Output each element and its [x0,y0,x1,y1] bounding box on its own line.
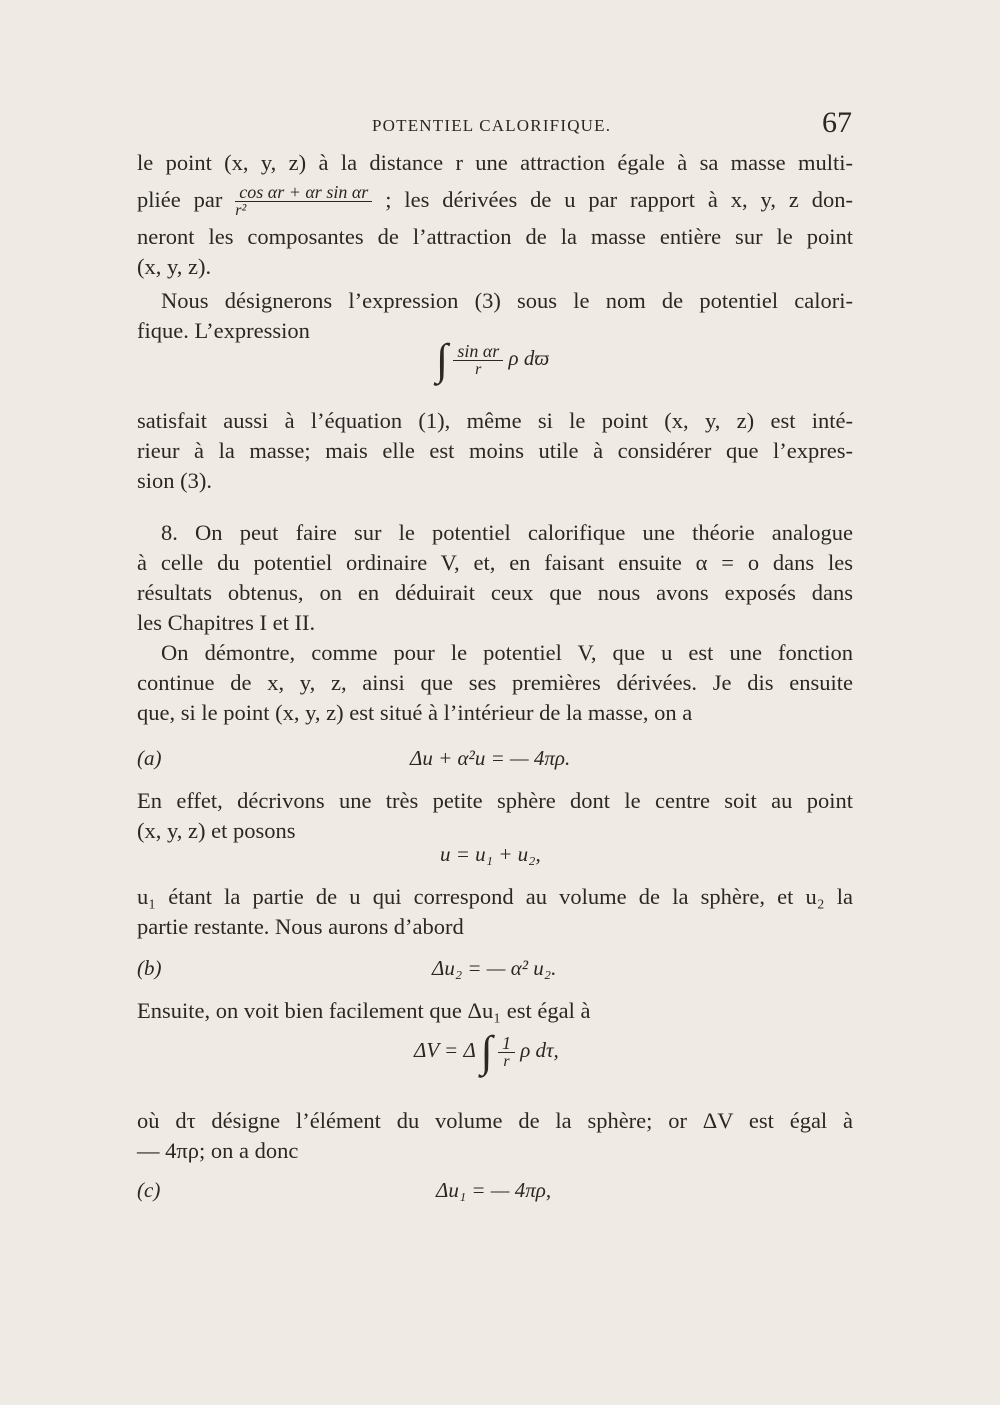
equation-label-c: (c) [137,1178,161,1202]
text-line: sion (3). [137,468,212,493]
fraction-denominator: r [503,1052,510,1070]
fraction-numerator: cos αr + αr sin αr [235,183,372,202]
fraction [498,1034,515,1071]
equation-label-a: (a) [137,746,162,770]
text-line: 8. On peut faire sur le potentiel calorifique une théorie analogue [161,520,853,545]
text-line: satisfait aussi à l’équation (1), même si le point (x, y, z) est inté- [137,408,853,433]
paragraph-4 [137,518,853,638]
paragraph-6 [137,786,853,846]
equation-integral [436,335,550,384]
equation-tail: ρ dτ, [520,1037,559,1062]
fraction-denominator: r [475,360,482,378]
fraction-denominator: r² [235,202,247,220]
fraction [235,183,372,220]
integral-sign: ∫ [480,1027,493,1076]
text-line: Nous désignerons l’expression (3) sous le nom de potentiel calori- [161,288,853,313]
text-line: En effet, décrivons une très petite sphère dont le centre soit au point [137,788,853,813]
paragraph-3 [137,406,853,496]
equation-c: Δu₁ = — 4πρ, [436,1178,552,1202]
text-line: où dτ désigne l’élément du volume de la sphère; or ΔV est égal à [137,1108,853,1133]
text-line: le point (x, y, z) à la distance r une attraction égale à sa masse multi- [137,150,853,175]
text-line: que, si le point (x, y, z) est situé à l’intérieur de la masse, on a [137,700,693,725]
text-line: (x, y, z). [137,254,212,279]
fraction-numerator: sin αr [453,342,503,361]
text-line: fique. L’expression [137,318,310,343]
text-line: u₁ étant la partie de u qui correspond au volume de la sphère, et u₂ la [137,884,853,909]
equation-delta-v [414,1027,559,1076]
paragraph-5 [137,638,853,728]
text-line: On démontre, comme pour le potentiel V, que u est une fonction [161,640,853,665]
paragraph-1 [137,148,853,282]
equation-label-b: (b) [137,956,162,980]
text-line: résultats obtenus, on en déduirait ceux que nous avons exposés dans [137,580,853,605]
text-line: rieur à la masse; mais elle est moins utile à considérer que l’expres- [137,438,853,463]
paragraph-2 [137,286,853,346]
equation-tail: ρ dϖ [508,345,550,370]
text-line [137,178,853,222]
equation-a: Δu + α²u = — 4πρ. [410,746,571,770]
fraction [453,342,503,379]
text-line: Ensuite, on voit bien facilement que Δu₁ est égal à [137,998,591,1023]
equation-head: ΔV = Δ [414,1037,476,1062]
fraction-numerator: 1 [498,1034,515,1053]
text-line: les Chapitres I et II. [137,610,316,635]
text-line: à celle du potentiel ordinaire V, et, en faisant ensuite α = o dans les [137,550,853,575]
paragraph-9 [137,1106,853,1166]
text-line: (x, y, z) et posons [137,818,296,843]
integral-sign: ∫ [436,335,449,384]
paragraph-7 [137,882,853,942]
paragraph-8 [137,996,853,1026]
text-line: partie restante. Nous aurons d’abord [137,914,464,939]
running-header: POTENTIEL CALORIFIQUE. [372,116,612,135]
text-fragment: ; les dérivées de u par rapport à x, y, z don- [385,187,853,212]
text-line: — 4πρ; on a donc [137,1138,299,1163]
text-line: continue de x, y, z, ainsi que ses premières dérivées. Je dis ensuite [137,670,853,695]
page-number: 67 [822,106,852,139]
text-fragment: pliée par [137,187,223,212]
equation-u: u = u₁ + u₂, [440,842,541,866]
text-line: neront les composantes de l’attraction de la masse entière sur le point [137,224,853,249]
equation-b: Δu₂ = — α² u₂. [432,956,557,980]
